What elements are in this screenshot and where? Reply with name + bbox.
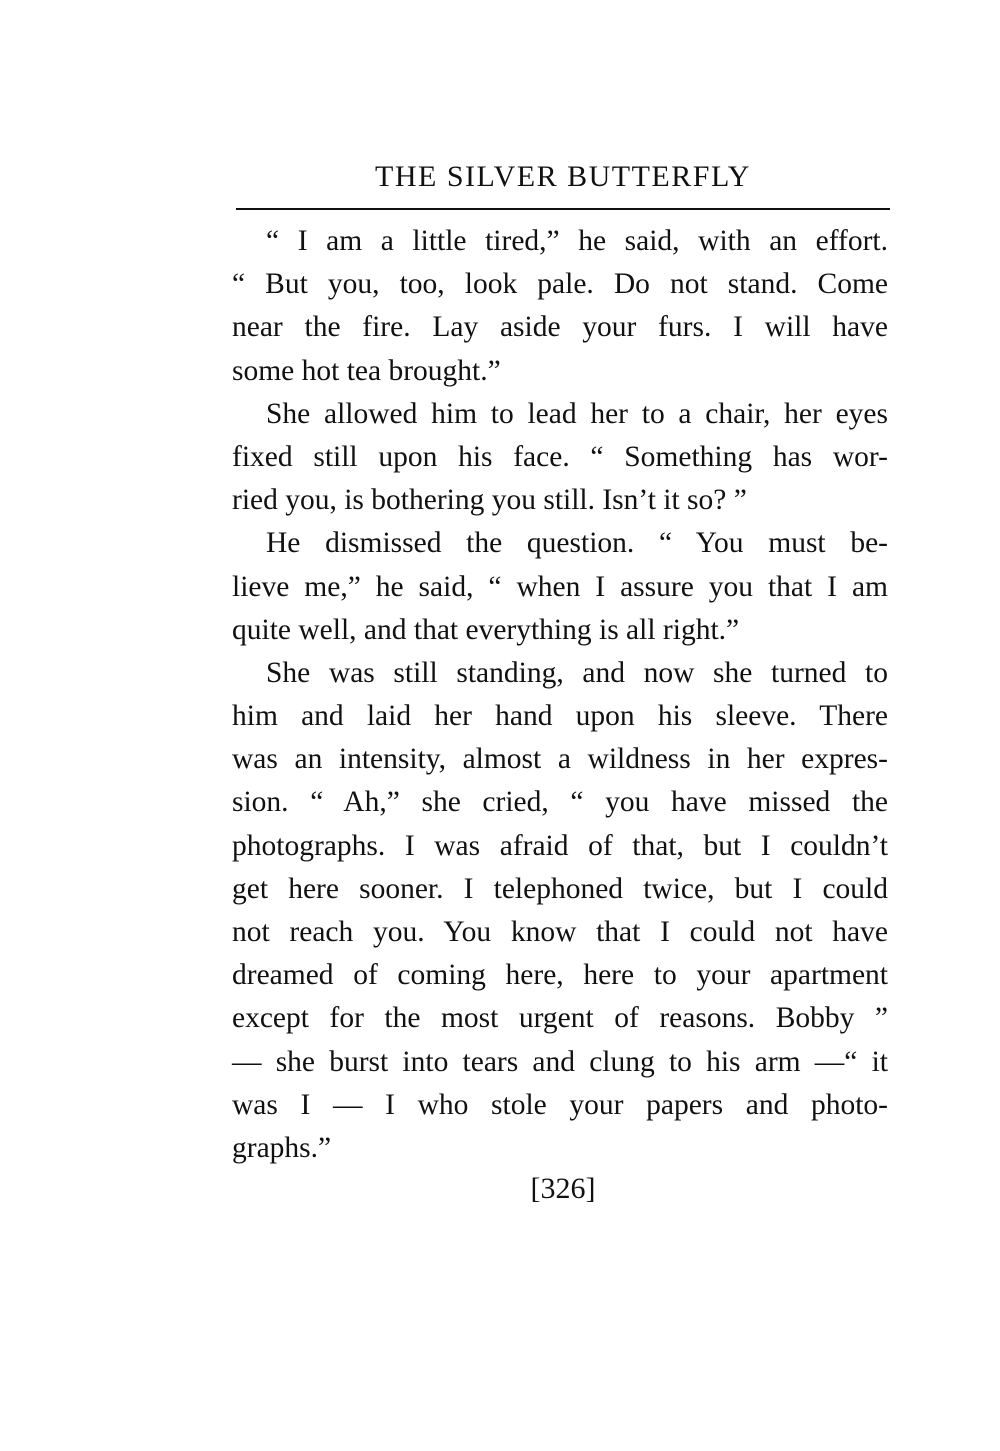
text-line: him and laid her hand upon his sleeve. There: [232, 700, 888, 733]
body-text: [232, 220, 888, 1170]
text-line: — she burst into tears and clung to his arm —“ it: [232, 1045, 888, 1078]
paragraph-3: [232, 522, 888, 652]
page-number: [326]: [530, 1172, 596, 1205]
text-line: was I — I who stole your papers and photo-: [232, 1088, 888, 1121]
text-line: She allowed him to lead her to a chair, her eyes: [266, 397, 888, 430]
running-title: THE SILVER BUTTERFLY: [375, 160, 751, 193]
text-line: ried you, is bothering you still. Isn’t it so? ”: [232, 484, 747, 517]
text-line: She was still standing, and now she turned to: [266, 656, 888, 689]
text-line: graphs.”: [232, 1131, 332, 1164]
text-line: dreamed of coming here, here to your apartment: [232, 959, 888, 992]
text-line: lieve me,” he said, “ when I assure you that I am: [232, 570, 888, 603]
paragraph-4: [232, 652, 888, 1170]
paragraph-1: [232, 220, 888, 393]
text-line: some hot tea brought.”: [232, 354, 501, 387]
text-line: sion. “ Ah,” she cried, “ you have missed the: [232, 786, 888, 819]
text-line: “ I am a little tired,” he said, with an effort.: [266, 225, 888, 257]
text-line: fixed still upon his face. “ Something has wor-: [232, 440, 888, 473]
text-line: not reach you. You know that I could not have: [232, 916, 888, 948]
text-line: He dismissed the question. “ You must be-: [266, 527, 888, 560]
paragraph-2: [232, 393, 888, 523]
text-line: except for the most urgent of reasons. Bobby ”: [232, 1002, 888, 1035]
text-line: photographs. I was afraid of that, but I couldn’t: [232, 829, 888, 862]
header-rule: [236, 208, 890, 210]
text-line: “ But you, too, look pale. Do not stand. Come: [232, 268, 888, 301]
text-line: quite well, and that everything is all right.”: [232, 613, 740, 646]
text-line: near the fire. Lay aside your furs. I will have: [232, 311, 888, 344]
text-line: was an intensity, almost a wildness in her expres-: [232, 743, 888, 776]
text-line: get here sooner. I telephoned twice, but I could: [232, 872, 888, 905]
